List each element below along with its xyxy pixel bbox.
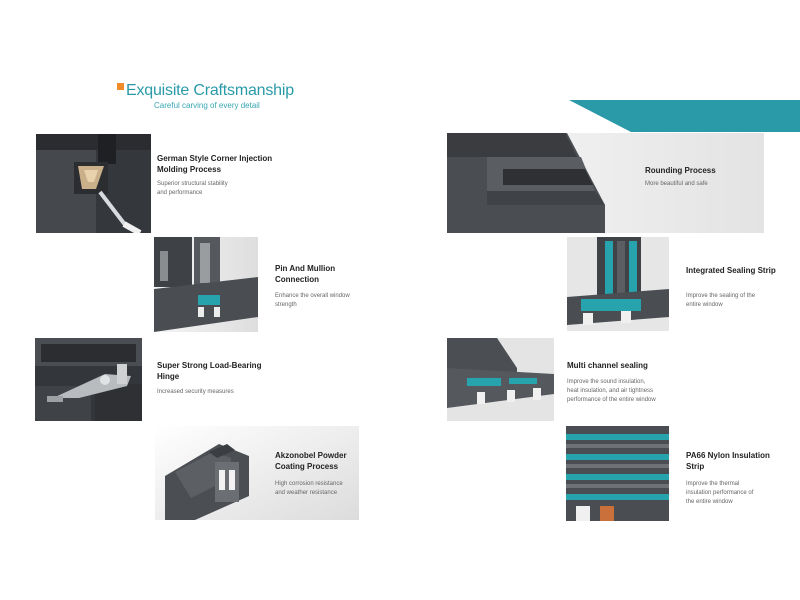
feature-desc-line: heat insulation, and air tightness — [567, 388, 654, 394]
feature-desc-line: Improve the sealing of the — [686, 293, 756, 299]
feature-title — [686, 265, 776, 276]
feature-description — [686, 480, 753, 507]
feature-title-line: Integrated Sealing Strip — [686, 266, 776, 275]
feature-title — [686, 450, 770, 472]
orange-accent-square — [117, 83, 124, 90]
page-subtitle: Careful carving of every detail — [154, 101, 260, 110]
feature-description — [275, 480, 343, 498]
feature-description — [275, 292, 350, 310]
sealing-strip-photo — [567, 237, 669, 331]
feature-desc-line: strength — [275, 302, 297, 308]
feature-title-line: German Style Corner Injection — [157, 154, 273, 163]
pin-mullion-photo — [154, 237, 258, 332]
feature-description — [157, 388, 234, 397]
feature-description — [686, 292, 755, 310]
feature-title — [567, 360, 648, 371]
feature-desc-line: More beautiful and safe — [645, 181, 708, 187]
feature-description — [567, 378, 656, 405]
feature-desc-line: High corrosion resistance — [275, 481, 343, 487]
powder-coating-photo — [155, 426, 359, 520]
feature-title-line: Coating Process — [275, 462, 339, 471]
feature-title — [157, 360, 261, 382]
feature-title-line: Molding Process — [157, 165, 222, 174]
feature-desc-line: the entire window — [686, 499, 733, 505]
feature-desc-line: Increased security measures — [157, 389, 234, 395]
feature-title — [275, 263, 335, 285]
feature-desc-line: entire window — [686, 302, 723, 308]
multi-channel-sealing-photo — [447, 338, 554, 421]
feature-title-line: Rounding Process — [645, 166, 716, 175]
feature-title-line: Pin And Mullion — [275, 264, 336, 273]
feature-title-line: Hinge — [157, 372, 180, 381]
nylon-insulation-photo — [566, 426, 669, 521]
feature-desc-line: Improve the thermal — [686, 481, 740, 487]
hinge-photo — [35, 338, 142, 421]
feature-title-line: Strip — [686, 462, 705, 471]
teal-banner-decoration — [569, 100, 800, 132]
feature-description — [645, 180, 708, 189]
feature-desc-line: insulation performance of — [686, 490, 754, 496]
feature-title-line: Connection — [275, 275, 319, 284]
feature-desc-line: performance of the entire window — [567, 397, 656, 403]
page-title: Exquisite Craftsmanship — [126, 82, 294, 99]
feature-title — [157, 153, 272, 175]
feature-description — [157, 180, 228, 198]
feature-title — [275, 450, 347, 472]
feature-desc-line: and performance — [157, 190, 203, 196]
feature-title-line: Multi channel sealing — [567, 361, 648, 370]
feature-title-line: Akzonobel Powder — [275, 451, 347, 460]
rounding-photo — [447, 133, 764, 233]
feature-title — [645, 165, 716, 176]
feature-title-line: Super Strong Load-Bearing — [157, 361, 262, 370]
feature-desc-line: Superior structural stability — [157, 181, 228, 187]
feature-desc-line: Enhance the overall window — [275, 293, 350, 299]
feature-desc-line: Improve the sound insulation, — [567, 379, 646, 385]
feature-desc-line: and weather resistance — [275, 490, 338, 496]
corner-injection-photo — [36, 134, 151, 233]
feature-title-line: PA66 Nylon Insulation — [686, 451, 770, 460]
